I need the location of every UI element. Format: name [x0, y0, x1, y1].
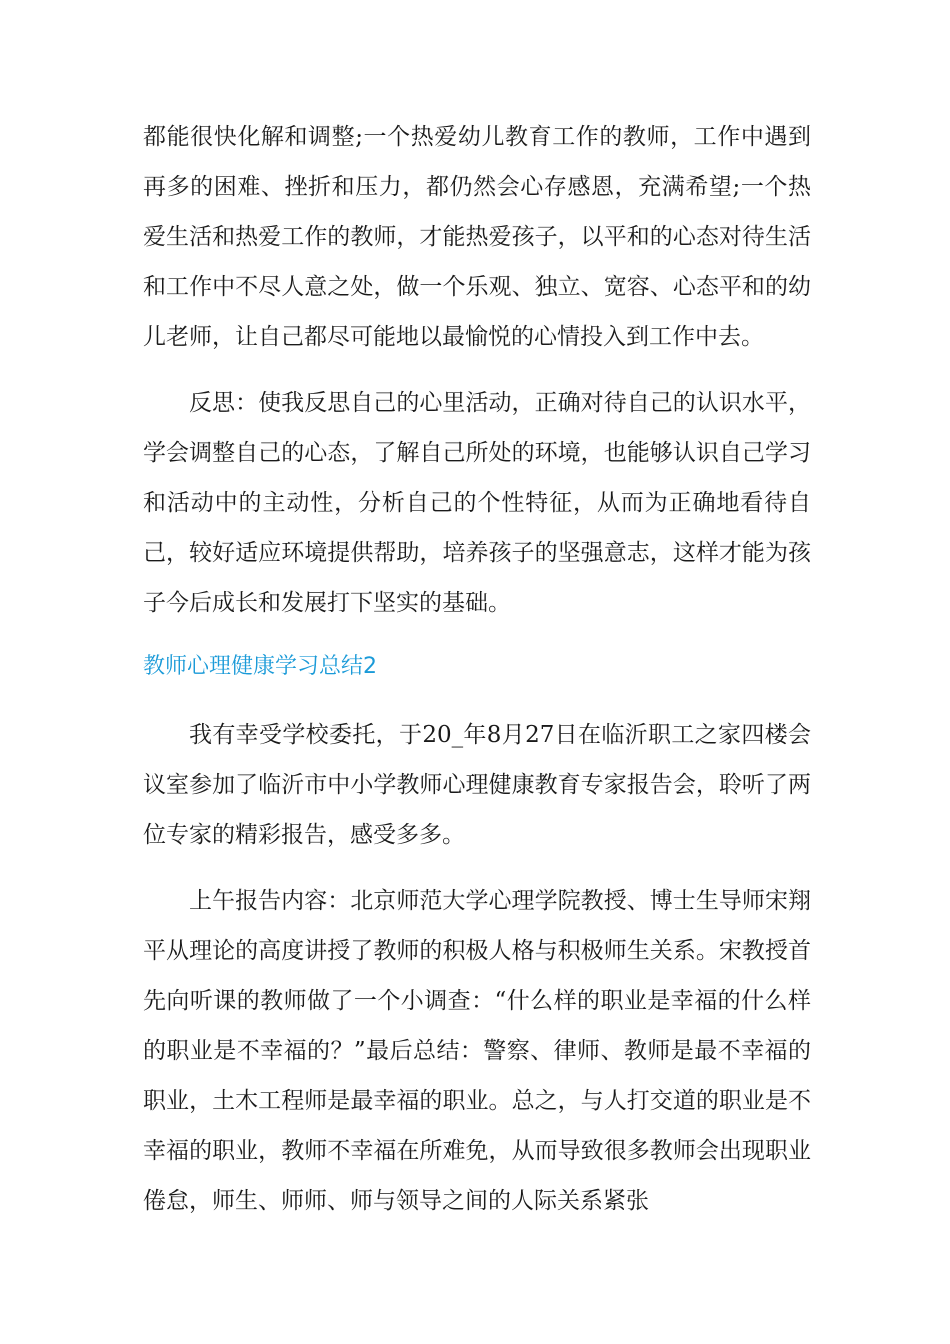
paragraph-morning-report: 上午报告内容：北京师范大学心理学院教授、博士生导师宋翔平从理论的高度讲授了教师的积极人格与积极师生关系。宋教授首先向听课的教师做了一个小调查：“什么样的职业是幸福的什么样的职业是不幸福的？”最后总结：警察、律师、教师是最不幸福的职业，土木工程师是最幸福的职业。总之，与人打交道的职业是不幸福的职业，教师不幸福在所难免，从而导致很多教师会出现职业倦怠，师生、师师、师与领导之间的人际关系紧张: [143, 888, 811, 1214]
document-page: [143, 112, 811, 1226]
paragraph-reflection: 反思：使我反思自己的心里活动，正确对待自己的认识水平，学会调整自己的心态，了解自己所处的环境，也能够认识自己学习和活动中的主动性，分析自己的个性特征，从而为正确地看待自己，较好适应环境提供帮助，培养孩子的坚强意志，这样才能为孩子今后成长和发展打下坚实的基础。: [143, 390, 811, 616]
section-heading: 教师心理健康学习总结2: [143, 654, 377, 679]
paragraph-report-intro: 我有幸受学校委托，于20_年8月27日在临沂职工之家四楼会议室参加了临沂市中小学教师心理健康教育专家报告会，聆听了两位专家的精彩报告，感受多多。: [143, 722, 811, 848]
paragraph-continuation: 都能很快化解和调整;一个热爱幼儿教育工作的教师，工作中遇到再多的困难、挫折和压力，都仍然会心存感恩，充满希望;一个热爱生活和热爱工作的教师，才能热爱孩子，以平和的心态对待生活和工作中不尽人意之处，做一个乐观、独立、宽容、心态平和的幼儿老师，让自己都尽可能地以最愉悦的心情投入到工作中去。: [143, 124, 811, 350]
